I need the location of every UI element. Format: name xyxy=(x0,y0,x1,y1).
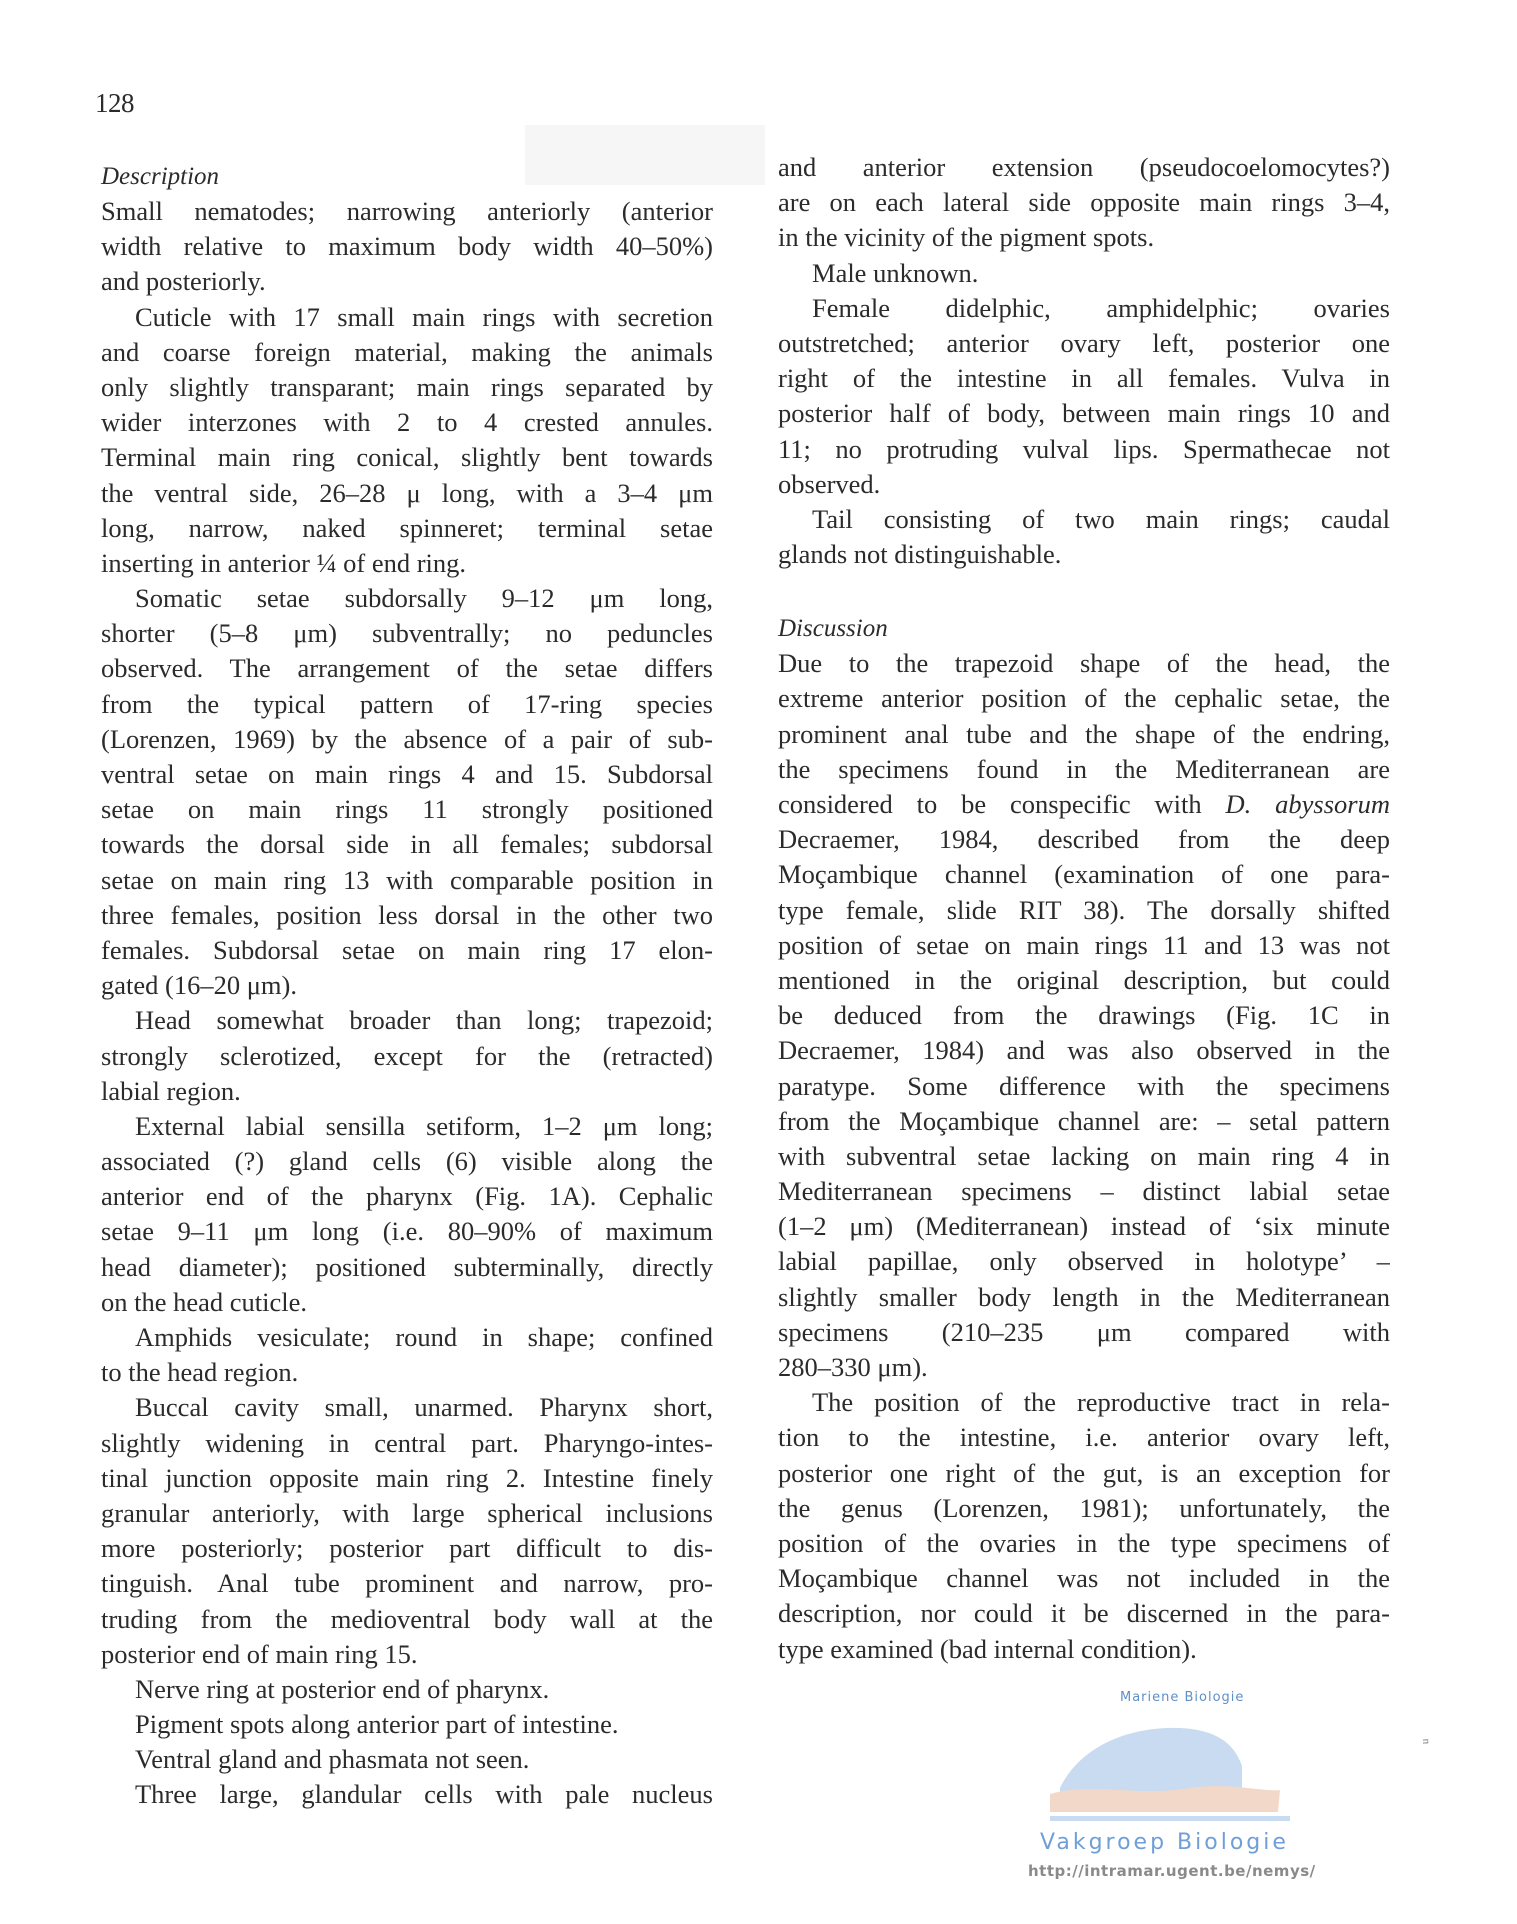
text-line: and anterior extension (pseudocoelomocytes?) xyxy=(778,152,1390,182)
text-line: The position of the reproductive tract in rela- xyxy=(812,1387,1390,1418)
text-line: wider interzones with 2 to 4 crested annules. xyxy=(101,407,713,438)
text-line: position of setae on main rings 11 and 13 was not xyxy=(778,929,1390,960)
text-line: observed. xyxy=(778,468,881,499)
text-line: three females, position less dorsal in the other two xyxy=(101,899,713,930)
text-line: from the Moçambique channel are: – setal pattern xyxy=(778,1105,1390,1136)
text-line: type examined (bad internal condition). xyxy=(778,1633,1197,1664)
text-line: long, narrow, naked spinneret; terminal setae xyxy=(101,512,713,543)
section-heading-discussion: Discussion xyxy=(778,615,888,643)
text-line: shorter (5–8 μm) subventrally; no peduncles xyxy=(101,618,713,649)
text-line: Decraemer, 1984) and was also observed in the xyxy=(778,1035,1390,1066)
text-line: 11; no protruding vulval lips. Spermathecae not xyxy=(778,433,1390,464)
text-line: and coarse foreign material, making the animals xyxy=(101,336,713,367)
text-line: Small nematodes; narrowing anteriorly (anterior xyxy=(101,196,713,226)
text-line: Female didelphic, amphidelphic; ovaries xyxy=(812,292,1390,323)
text-line: tion to the intestine, i.e. anterior ovary left, xyxy=(778,1422,1390,1453)
text-line: granular anteriorly, with large spherical inclusions xyxy=(101,1497,713,1528)
text-line: the ventral side, 26–28 μ long, with a 3–4 μm xyxy=(101,477,713,508)
text-line: mentioned in the original description, but could xyxy=(778,964,1390,995)
text-line: posterior half of body, between main rings 10 and xyxy=(778,398,1390,429)
species-name: D. abyssorum xyxy=(1225,789,1390,819)
text-line: Decraemer, 1984, described from the deep xyxy=(778,824,1390,855)
watermark-url: http://intramar.ugent.be/nemys/ xyxy=(1028,1862,1316,1880)
text-line: width relative to maximum body width 40–50%) xyxy=(101,231,713,262)
text-line: anterior end of the pharynx (Fig. 1A). Cephalic xyxy=(101,1181,713,1212)
text-line: slightly widening in central part. Pharyngo-intes- xyxy=(101,1427,713,1458)
text-line: towards the dorsal side in all females; subdorsal xyxy=(101,829,713,860)
description-continued xyxy=(778,150,1390,572)
text-line: Buccal cavity small, unarmed. Pharynx short, xyxy=(135,1392,713,1423)
text-line: Terminal main ring conical, slightly bent towards xyxy=(101,442,713,473)
text-line: glands not distinguishable. xyxy=(778,539,1062,570)
text-line: description, nor could it be discerned in the para- xyxy=(778,1598,1390,1629)
text-line: ventral setae on main rings 4 and 15. Subdorsal xyxy=(101,759,713,789)
text-line: Moçambique channel (examination of one para- xyxy=(778,859,1390,890)
text-line: setae on main ring 13 with comparable position in xyxy=(101,864,713,895)
text-line: (Lorenzen, 1969) by the absence of a pair of sub- xyxy=(101,723,713,754)
text-line: tinal junction opposite main ring 2. Intestine finely xyxy=(101,1462,713,1493)
watermark-logo xyxy=(1010,1690,1330,1890)
text-line: are on each lateral side opposite main rings 3–4, xyxy=(778,187,1390,218)
section-heading-description: Description xyxy=(101,163,220,190)
text-line: truding from the medioventral body wall at the xyxy=(101,1603,713,1634)
left-column xyxy=(101,160,713,1813)
text-line: gated (16–20 μm). xyxy=(101,970,297,1001)
text-line: observed. The arrangement of the setae differs xyxy=(101,653,713,684)
text-line: on the head cuticle. xyxy=(101,1286,308,1317)
text-line: the specimens found in the Mediterranean are xyxy=(778,753,1390,784)
text-line: strongly sclerotized, except for the (retracted) xyxy=(101,1040,713,1071)
text-line: posterior end of main ring 15. xyxy=(101,1638,418,1669)
text-line: setae 9–11 μm long (i.e. 80–90% of maximum xyxy=(101,1216,713,1247)
text-line: to the head region. xyxy=(101,1357,299,1388)
text-line: position of the ovaries in the type specimens of xyxy=(778,1527,1390,1558)
text-line: from the typical pattern of 17-ring species xyxy=(101,688,713,719)
text-line: Mediterranean specimens – distinct labial setae xyxy=(778,1176,1390,1207)
text-line: specimens (210–235 μm compared with xyxy=(778,1316,1390,1347)
text-line: posterior one right of the gut, is an exception for xyxy=(778,1457,1390,1488)
text-line: paratype. Some difference with the specimens xyxy=(778,1070,1390,1101)
watermark-arc-text: Mariene Biologie xyxy=(1120,1690,1245,1705)
text-line: Amphids vesiculate; round in shape; confined xyxy=(135,1322,713,1352)
text-line: Male unknown. xyxy=(812,257,979,288)
text-line: only slightly transparant; main rings separated by xyxy=(101,371,713,402)
text-line: Moçambique channel was not included in the xyxy=(778,1563,1390,1594)
text-line: tinguish. Anal tube prominent and narrow, pro- xyxy=(101,1568,713,1599)
text-line: with subventral setae lacking on main ring 4 in xyxy=(778,1140,1390,1171)
text-line: Pigment spots along anterior part of intestine. xyxy=(135,1709,619,1740)
text-line: be deduced from the drawings (Fig. 1C in xyxy=(778,1000,1390,1031)
text-line: labial papillae, only observed in holotype’ – xyxy=(778,1246,1390,1277)
watermark-wave-icon xyxy=(1020,1708,1320,1828)
text-line: Head somewhat broader than long; trapezoid; xyxy=(135,1005,713,1036)
text-line: outstretched; anterior ovary left, posterior one xyxy=(778,327,1390,358)
text-line: prominent anal tube and the shape of the endring, xyxy=(778,718,1390,749)
text-line: Somatic setae subdorsally 9–12 μm long, xyxy=(135,583,713,614)
section-gap xyxy=(778,572,1390,612)
text-line: slightly smaller body length in the Mediterranean xyxy=(778,1281,1390,1312)
text-line: 280–330 μm). xyxy=(778,1352,928,1382)
text-line: Due to the trapezoid shape of the head, the xyxy=(778,648,1390,679)
text-line: associated (?) gland cells (6) visible along the xyxy=(101,1146,713,1177)
text-line: labial region. xyxy=(101,1075,241,1106)
text-line: more posteriorly; posterior part difficult to dis- xyxy=(101,1533,713,1564)
text-line: External labial sensilla setiform, 1–2 μm long; xyxy=(135,1110,713,1141)
right-column xyxy=(778,150,1390,1667)
text-line: Nerve ring at posterior end of pharynx. xyxy=(135,1673,550,1704)
text-line: females. Subdorsal setae on main ring 17 elon- xyxy=(101,934,713,965)
discussion-body xyxy=(778,646,1390,1666)
text-line: right of the intestine in all females. Vulva in xyxy=(778,363,1390,394)
text-line-with-species xyxy=(778,787,1390,822)
text-line: setae on main rings 11 strongly positioned xyxy=(101,794,713,825)
text-line: inserting in anterior ¼ of end ring. xyxy=(101,547,467,578)
watermark-main-text: Vakgroep Biologie xyxy=(1040,1830,1289,1855)
text-fragment: considered to be conspecific with xyxy=(778,789,1226,819)
text-line: Three large, glandular cells with pale nucleus xyxy=(135,1779,713,1810)
text-line: extreme anterior position of the cephalic setae, the xyxy=(778,683,1390,714)
description-body xyxy=(101,194,713,1813)
text-line: in the vicinity of the pigment spots. xyxy=(778,222,1155,253)
text-line: Cuticle with 17 small main rings with secretion xyxy=(135,301,713,332)
text-line: Tail consisting of two main rings; caudal xyxy=(812,503,1390,534)
text-line: the genus (Lorenzen, 1981); unfortunately, the xyxy=(778,1492,1390,1523)
text-line: and posteriorly. xyxy=(101,266,266,297)
page-number: 128 xyxy=(95,88,134,118)
scan-artifact-mark: ᵙ xyxy=(1423,1733,1429,1753)
text-line: (1–2 μm) (Mediterranean) instead of ‘six minute xyxy=(778,1211,1390,1242)
text-line: type female, slide RIT 38). The dorsally shifted xyxy=(778,894,1390,925)
text-line: head diameter); positioned subterminally, directly xyxy=(101,1251,713,1282)
text-line: Ventral gland and phasmata not seen. xyxy=(135,1744,530,1775)
